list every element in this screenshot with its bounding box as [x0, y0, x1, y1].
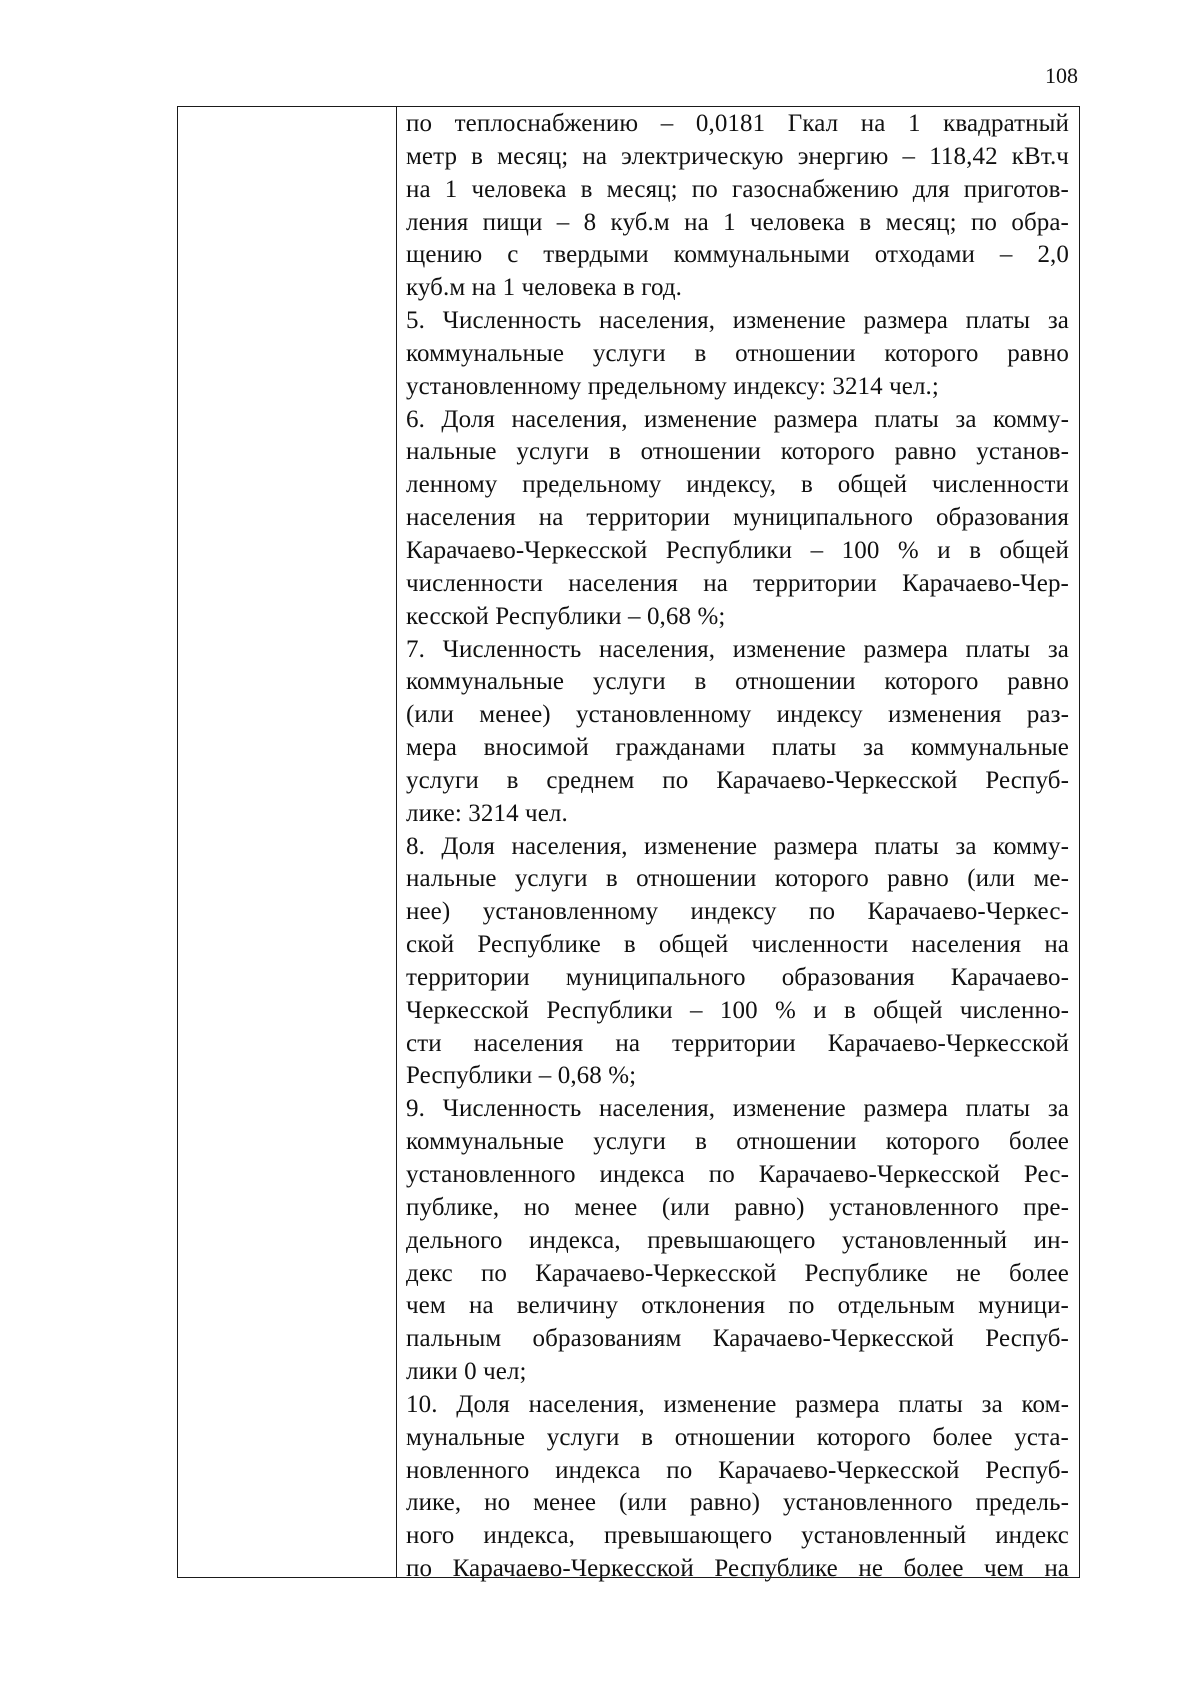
- table-right-cell: [397, 107, 1079, 1583]
- text-line: 5. Численность населения, изменение размера платы за: [406, 307, 1069, 335]
- text-line: численности населения на территории Карачаево-Чер-: [406, 569, 1069, 597]
- text-line: территории муниципального образования Карачаево-: [406, 963, 1069, 991]
- text-line: куб.м на 1 человека в год.: [406, 274, 683, 302]
- text-line: коммунальные услуги в отношении которого равно: [406, 339, 1069, 367]
- text-line: декс по Карачаево-Черкесской Республике не более: [406, 1259, 1069, 1287]
- text-line: по теплоснабжению – 0,0181 Гкал на 1 квадратный: [406, 110, 1069, 137]
- text-line: нее) установленному индексу по Карачаево-Черкес-: [406, 898, 1069, 926]
- text-line: услуги в среднем по Карачаево-Черкесской Респуб-: [406, 766, 1069, 794]
- text-line: 8. Доля населения, изменение размера платы за комму-: [406, 832, 1069, 860]
- text-line: ской Республике в общей численности населения на: [406, 931, 1069, 959]
- text-line: чем на величину отклонения по отдельным муници-: [406, 1292, 1069, 1320]
- text-line: 6. Доля населения, изменение размера платы за комму-: [406, 405, 1069, 433]
- page-number: 108: [1045, 63, 1078, 88]
- text-line: нальные услуги в отношении которого равно (или ме-: [406, 865, 1069, 893]
- text-line: кесской Республики – 0,68 %;: [406, 602, 726, 630]
- text-line: установленного индекса по Карачаево-Черкесской Рес-: [406, 1161, 1069, 1188]
- text-line: 7. Численность населения, изменение размера платы за: [406, 635, 1069, 663]
- text-line: на 1 человека в месяц; по газоснабжению для приготов-: [406, 175, 1069, 203]
- text-line: населения на территории муниципального образования: [406, 504, 1069, 532]
- text-line: новленного индекса по Карачаево-Черкесской Респуб-: [406, 1456, 1069, 1484]
- text-line: 10. Доля населения, изменение размера платы за ком-: [406, 1390, 1069, 1418]
- text-line: ления пищи – 8 куб.м на 1 человека в месяц; по обра-: [406, 208, 1069, 236]
- text-line: (или менее) установленному индексу изменения раз-: [406, 701, 1069, 729]
- text-line: публике, но менее (или равно) установленного пре-: [406, 1193, 1069, 1221]
- text-line: щению с твердыми коммунальными отходами – 2,0: [406, 241, 1069, 269]
- document-table: [177, 106, 1080, 1583]
- text-line: ного индекса, превышающего установленный индекс: [406, 1522, 1069, 1550]
- text-line: мера вносимой гражданами платы за коммунальные: [406, 734, 1069, 762]
- text-line: метр в месяц; на электрическую энергию – 118,42 кВт.ч: [406, 142, 1069, 170]
- text-line: нальные услуги в отношении которого равно установ-: [406, 438, 1069, 466]
- text-line: коммунальные услуги в отношении которого более: [406, 1128, 1069, 1156]
- text-line: лики 0 чел;: [406, 1358, 527, 1386]
- text-line: лике: 3214 чел.: [406, 799, 568, 827]
- text-line: по Карачаево-Черкесской Республике не более чем на: [406, 1555, 1069, 1583]
- text-line: установленному предельному индексу: 3214 чел.;: [406, 372, 939, 400]
- text-line: Карачаево-Черкесской Республики – 100 % и в общей: [406, 536, 1069, 564]
- text-line: лике, но менее (или равно) установленного предель-: [406, 1489, 1069, 1517]
- text-line: мунальные услуги в отношении которого более уста-: [406, 1423, 1069, 1451]
- text-line: сти населения на территории Карачаево-Черкесской: [406, 1029, 1069, 1057]
- text-line: дельного индекса, превышающего установленный ин-: [406, 1226, 1069, 1254]
- text-line: 9. Численность населения, изменение размера платы за: [406, 1095, 1069, 1123]
- text-line: коммунальные услуги в отношении которого равно: [406, 668, 1069, 696]
- text-line: ленному предельному индексу, в общей численности: [406, 471, 1069, 499]
- text-line: Республики – 0,68 %;: [406, 1062, 637, 1090]
- text-line: пальным образованиям Карачаево-Черкесской Респуб-: [406, 1325, 1069, 1353]
- table-left-cell: [178, 107, 397, 1577]
- text-line: Черкесской Республики – 100 % и в общей численно-: [406, 996, 1069, 1024]
